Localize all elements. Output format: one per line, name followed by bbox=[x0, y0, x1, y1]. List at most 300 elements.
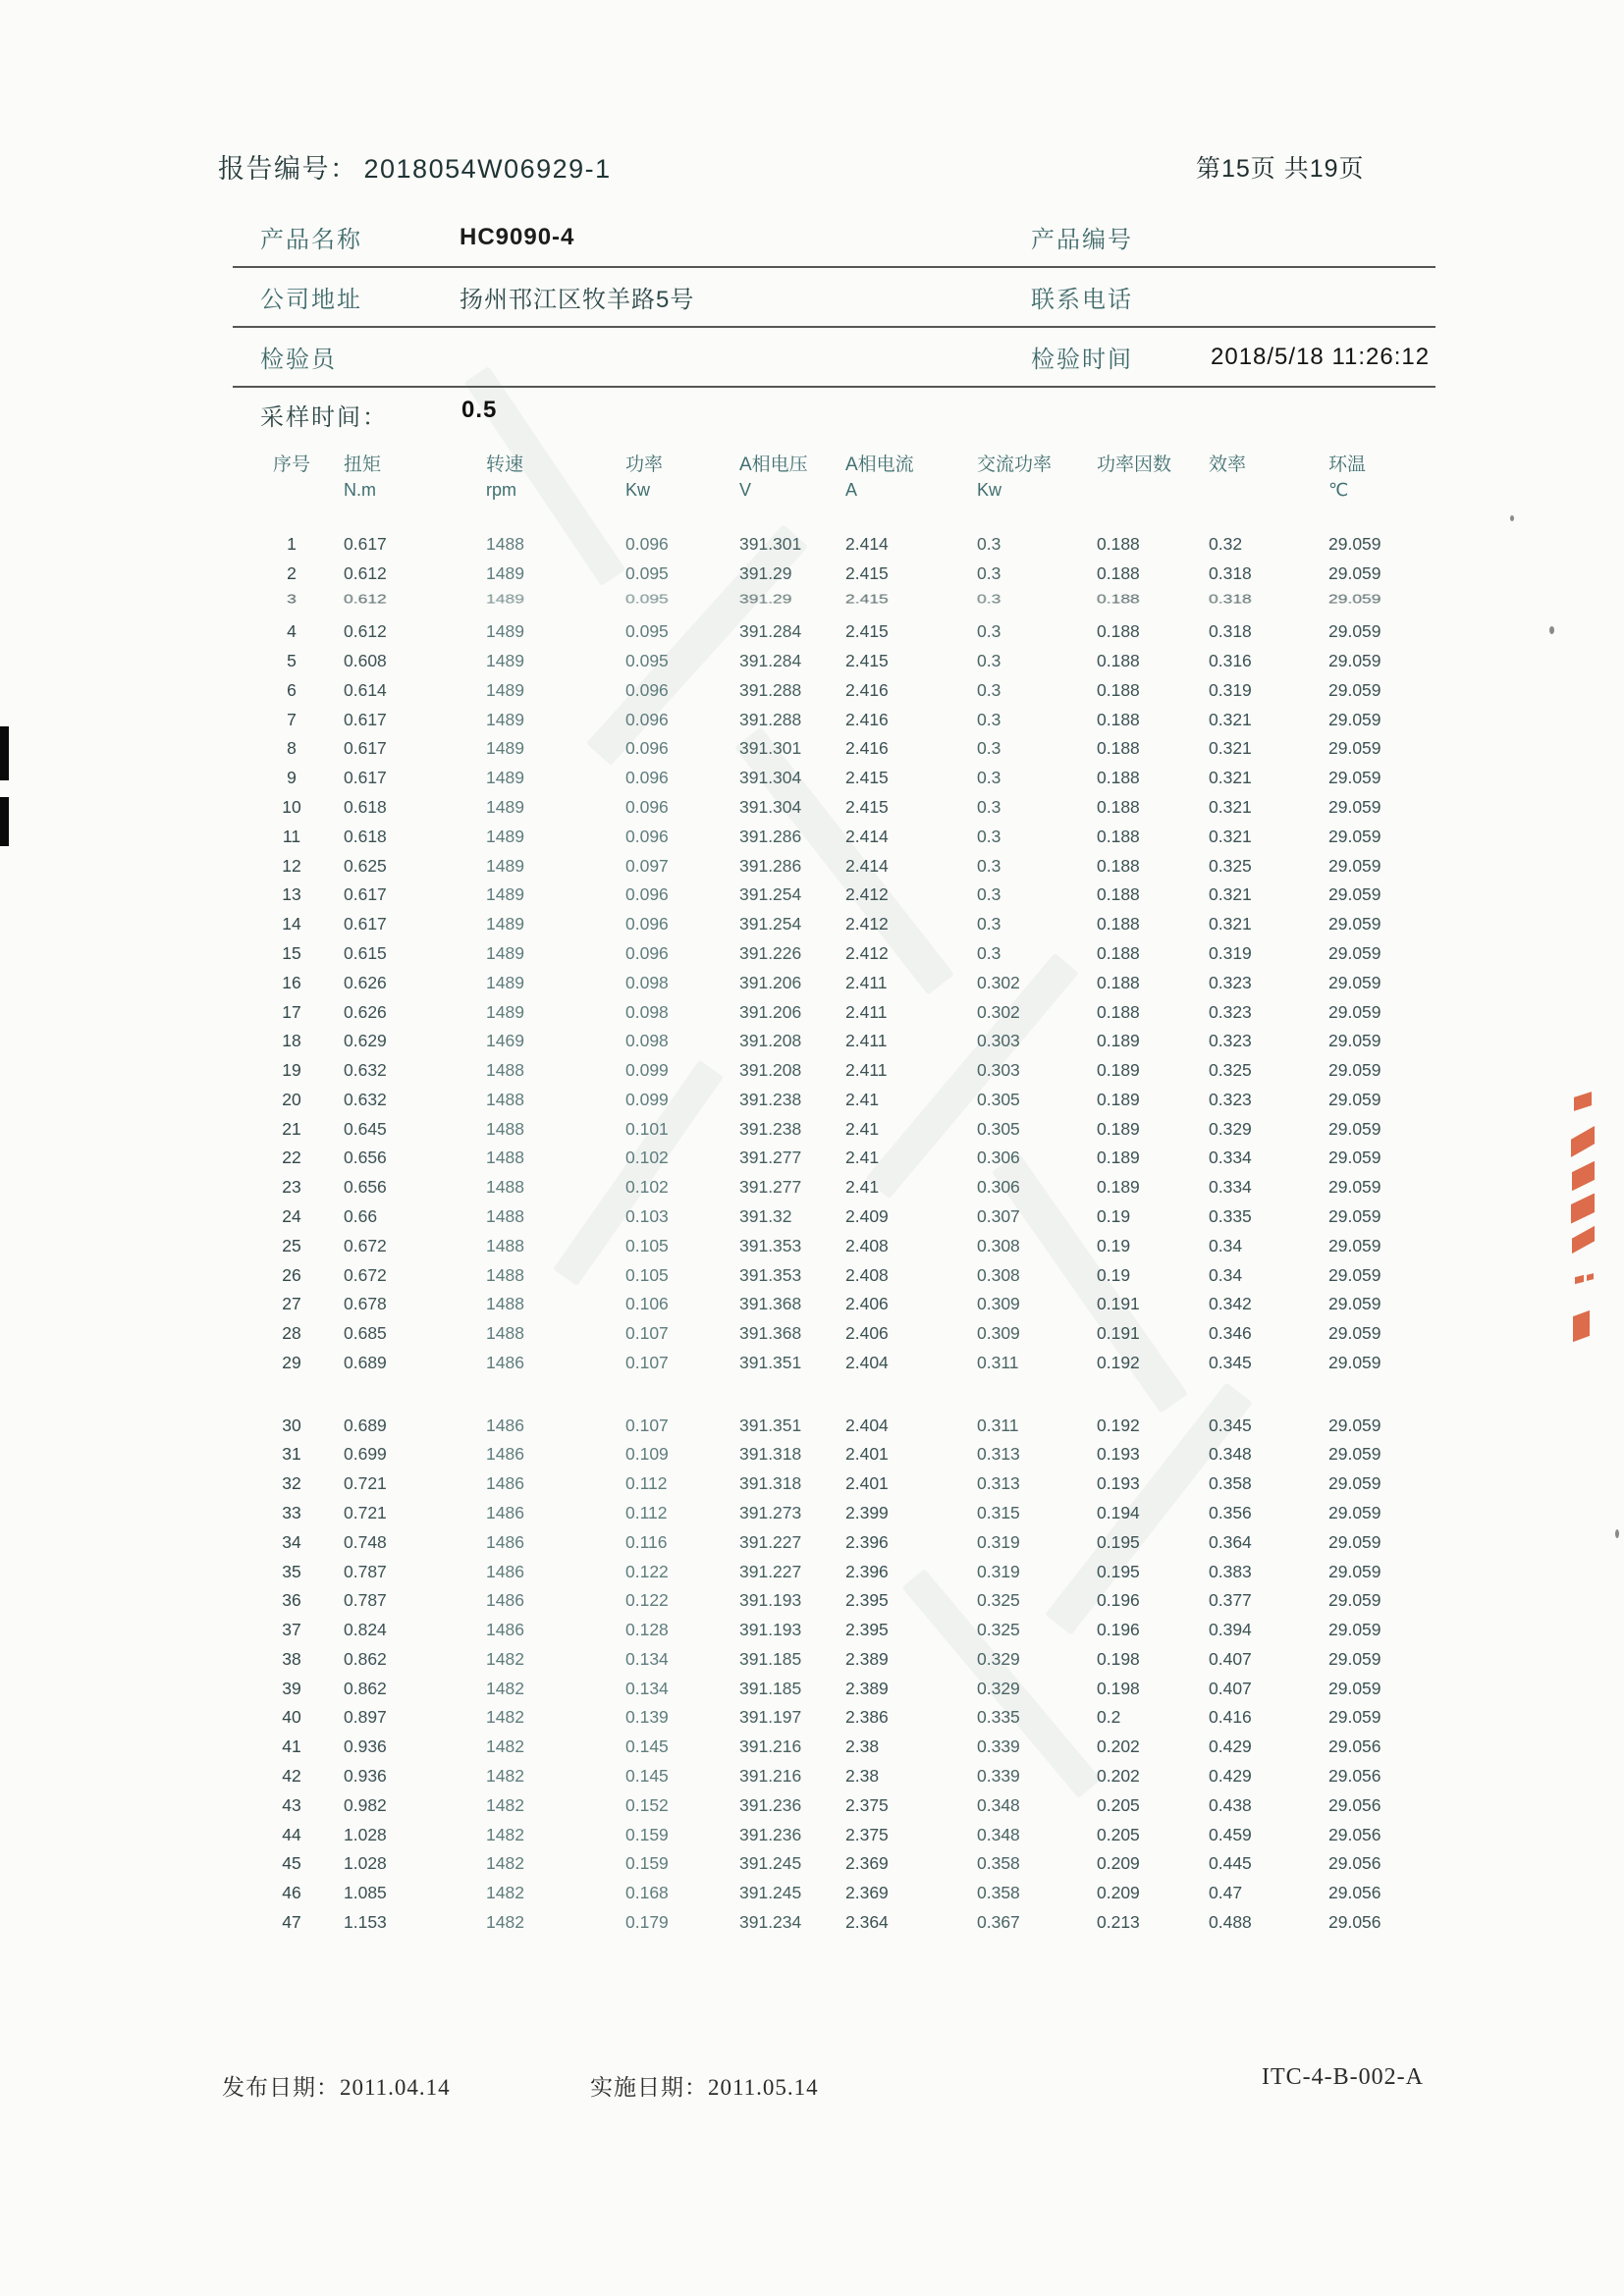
table-cell: 0.699 bbox=[344, 1444, 387, 1465]
table-cell: 0.685 bbox=[344, 1323, 387, 1344]
table-cell: 1482 bbox=[486, 1678, 524, 1698]
table-cell: 2.415 bbox=[845, 621, 889, 642]
table-cell: 0.189 bbox=[1097, 1089, 1140, 1109]
table-cell: 0.3 bbox=[977, 679, 1001, 700]
table-cell: 0.145 bbox=[625, 1736, 669, 1757]
table-cell: 0.189 bbox=[1097, 1118, 1140, 1139]
contact-phone-label: 联系电话 bbox=[1031, 287, 1133, 313]
table-row bbox=[257, 676, 1438, 706]
product-info-table bbox=[233, 208, 1435, 388]
table-cell: 2.404 bbox=[845, 1415, 889, 1435]
table-cell: 42 bbox=[282, 1766, 301, 1787]
table-cell: 0.323 bbox=[1209, 1001, 1252, 1022]
table-cell: 29.059 bbox=[1328, 914, 1381, 934]
table-cell: 29.059 bbox=[1328, 1503, 1381, 1522]
release-date-value: 2011.04.14 bbox=[340, 2075, 451, 2100]
table-cell: 2.395 bbox=[845, 1620, 889, 1640]
table-cell: 1488 bbox=[486, 1177, 524, 1198]
table-cell: 0.195 bbox=[1097, 1561, 1140, 1581]
table-cell: 0.188 bbox=[1097, 942, 1140, 963]
table-cell: 391.286 bbox=[739, 826, 802, 846]
table-cell: 0.188 bbox=[1097, 797, 1140, 818]
table-cell: 0.188 bbox=[1097, 591, 1140, 606]
table-cell: 1482 bbox=[486, 1736, 524, 1757]
table-cell: 26 bbox=[282, 1264, 301, 1285]
table-cell: 18 bbox=[282, 1031, 301, 1051]
table-cell: 391.353 bbox=[739, 1264, 802, 1285]
table-cell: 29.059 bbox=[1328, 534, 1381, 554]
inspector-label: 检验员 bbox=[260, 347, 337, 373]
table-cell: 2.412 bbox=[845, 884, 889, 905]
table-cell: 0.188 bbox=[1097, 679, 1140, 700]
table-cell: 0.936 bbox=[344, 1736, 387, 1757]
table-cell: 0.188 bbox=[1097, 768, 1140, 788]
table-cell: 1486 bbox=[486, 1473, 524, 1494]
table-cell: 0.109 bbox=[625, 1444, 669, 1465]
table-cell: 29.059 bbox=[1328, 1118, 1381, 1139]
table-cell: 0.168 bbox=[625, 1883, 669, 1903]
table-cell: 2 bbox=[287, 562, 297, 583]
table-cell: 0.689 bbox=[344, 1415, 387, 1435]
table-cell: 0.152 bbox=[625, 1794, 669, 1815]
table-cell: 1489 bbox=[486, 562, 524, 583]
document-code: ITC-4-B-002-A bbox=[1262, 2064, 1424, 2090]
table-cell: 0.632 bbox=[344, 1060, 387, 1081]
table-cell: 29.059 bbox=[1328, 1031, 1381, 1051]
table-cell: 0.334 bbox=[1209, 1148, 1252, 1168]
table-cell: 0.195 bbox=[1097, 1531, 1140, 1552]
table-cell: 0.608 bbox=[344, 651, 387, 671]
table-cell: 39 bbox=[282, 1678, 301, 1698]
table-cell: 0.407 bbox=[1209, 1678, 1252, 1698]
table-cell: 4 bbox=[287, 621, 297, 642]
table-row bbox=[257, 823, 1438, 852]
table-cell: 36 bbox=[282, 1590, 301, 1611]
table-cell: 29.059 bbox=[1328, 1060, 1381, 1081]
table-cell: 0.335 bbox=[977, 1707, 1020, 1728]
table-row bbox=[257, 1558, 1438, 1587]
table-cell: 29.059 bbox=[1328, 1648, 1381, 1669]
table-cell: 391.32 bbox=[739, 1205, 792, 1226]
table-cell: 5 bbox=[287, 651, 297, 671]
table-cell: 3 bbox=[287, 591, 297, 606]
table-cell: 0.645 bbox=[344, 1118, 387, 1139]
table-cell: 0.897 bbox=[344, 1707, 387, 1728]
table-cell: 1489 bbox=[486, 855, 524, 876]
table-cell: 0.188 bbox=[1097, 855, 1140, 876]
table-cell: 391.236 bbox=[739, 1824, 802, 1844]
table-cell: 0.116 bbox=[625, 1531, 668, 1552]
table-cell: 0.339 bbox=[977, 1766, 1020, 1787]
table-cell: 0.308 bbox=[977, 1264, 1020, 1285]
table-cell: 391.193 bbox=[739, 1590, 802, 1611]
table-cell: 0.346 bbox=[1209, 1323, 1252, 1344]
table-cell: 0.096 bbox=[625, 884, 669, 905]
table-cell: 29.059 bbox=[1328, 1352, 1381, 1372]
table-cell: 1482 bbox=[486, 1911, 524, 1932]
table-cell: 0.191 bbox=[1097, 1323, 1140, 1344]
table-cell: 2.395 bbox=[845, 1590, 889, 1611]
table-row bbox=[257, 1115, 1438, 1145]
report-number bbox=[218, 147, 612, 186]
table-cell: 0.672 bbox=[344, 1235, 387, 1255]
table-cell: 19 bbox=[282, 1060, 301, 1081]
table-cell: 0.339 bbox=[977, 1736, 1020, 1757]
table-cell: 391.277 bbox=[739, 1177, 802, 1198]
table-cell: 2.415 bbox=[845, 562, 889, 583]
table-cell: 0.3 bbox=[977, 534, 1001, 554]
column-header: A相电压 bbox=[739, 454, 808, 475]
column-unit: N.m bbox=[344, 480, 376, 500]
table-cell: 391.206 bbox=[739, 1001, 802, 1022]
table-cell: 2.399 bbox=[845, 1503, 889, 1522]
table-cell: 0.202 bbox=[1097, 1766, 1140, 1787]
table-cell: 391.353 bbox=[739, 1235, 802, 1255]
table-cell: 0.618 bbox=[344, 797, 387, 818]
table-cell: 391.208 bbox=[739, 1060, 802, 1081]
table-cell: 29 bbox=[282, 1352, 301, 1372]
table-cell: 0.095 bbox=[625, 591, 669, 606]
table-cell: 0.107 bbox=[625, 1415, 669, 1435]
table-cell: 0.313 bbox=[977, 1444, 1020, 1465]
table-cell: 0.982 bbox=[344, 1794, 387, 1815]
table-cell: 2.415 bbox=[845, 651, 889, 671]
table-cell: 1482 bbox=[486, 1853, 524, 1874]
table-cell: 29.059 bbox=[1328, 1323, 1381, 1344]
table-header-units bbox=[257, 480, 1438, 501]
table-cell: 0.936 bbox=[344, 1766, 387, 1787]
table-row bbox=[257, 1703, 1438, 1733]
table-cell: 1488 bbox=[486, 1118, 524, 1139]
table-row bbox=[257, 1528, 1438, 1558]
table-cell: 29.059 bbox=[1328, 621, 1381, 642]
table-cell: 0.429 bbox=[1209, 1736, 1252, 1757]
table-cell: 12 bbox=[282, 855, 301, 876]
table-cell: 0.319 bbox=[977, 1531, 1020, 1552]
table-row bbox=[257, 1232, 1438, 1261]
table-row bbox=[257, 1086, 1438, 1115]
table-cell: 2.389 bbox=[845, 1648, 889, 1669]
table-cell: 29.059 bbox=[1328, 1264, 1381, 1285]
table-cell: 0.305 bbox=[977, 1118, 1020, 1139]
table-cell: 0.429 bbox=[1209, 1766, 1252, 1787]
table-cell: 391.351 bbox=[739, 1352, 802, 1372]
table-cell: 0.191 bbox=[1097, 1294, 1140, 1314]
table-cell: 29.056 bbox=[1328, 1766, 1381, 1787]
table-row bbox=[257, 969, 1438, 998]
table-cell: 1488 bbox=[486, 1294, 524, 1314]
table-row bbox=[257, 910, 1438, 939]
table-cell: 2.414 bbox=[845, 826, 889, 846]
table-cell: 1489 bbox=[486, 768, 524, 788]
table-cell: 2.386 bbox=[845, 1707, 889, 1728]
column-header: 转速 bbox=[486, 454, 524, 475]
column-header: 功率因数 bbox=[1097, 454, 1172, 475]
table-cell: 29.056 bbox=[1328, 1794, 1381, 1815]
table-cell: 1488 bbox=[486, 1235, 524, 1255]
table-cell: 1469 bbox=[486, 1031, 524, 1051]
table-cell: 29.059 bbox=[1328, 1531, 1381, 1552]
table-cell: 0.096 bbox=[625, 679, 669, 700]
table-cell: 0.105 bbox=[625, 1264, 669, 1285]
table-cell: 0.348 bbox=[977, 1824, 1020, 1844]
info-row-address bbox=[233, 268, 1435, 328]
table-row bbox=[257, 1586, 1438, 1616]
implementation-date bbox=[590, 2069, 819, 2102]
table-cell: 0.3 bbox=[977, 621, 1001, 642]
table-cell: 0.617 bbox=[344, 914, 387, 934]
table-cell: 0.309 bbox=[977, 1323, 1020, 1344]
table-cell: 29.059 bbox=[1328, 1294, 1381, 1314]
column-header: A相电流 bbox=[845, 454, 914, 475]
table-cell: 8 bbox=[287, 738, 297, 759]
implementation-date-value: 2011.05.14 bbox=[708, 2075, 819, 2100]
table-cell: 2.396 bbox=[845, 1531, 889, 1552]
table-cell: 0.367 bbox=[977, 1911, 1020, 1932]
table-cell: 0.358 bbox=[1209, 1473, 1252, 1494]
table-cell: 0.096 bbox=[625, 914, 669, 934]
table-cell: 1.028 bbox=[344, 1824, 387, 1844]
table-cell: 0.095 bbox=[625, 621, 669, 642]
table-cell: 0.319 bbox=[1209, 679, 1252, 700]
product-name-label: 产品名称 bbox=[260, 227, 362, 253]
table-cell: 43 bbox=[282, 1794, 301, 1815]
table-cell: 0.188 bbox=[1097, 709, 1140, 729]
product-name-value: HC9090-4 bbox=[460, 223, 575, 250]
table-cell: 1489 bbox=[486, 972, 524, 992]
table-cell: 391.318 bbox=[739, 1444, 802, 1465]
table-row bbox=[257, 1202, 1438, 1232]
column-unit bbox=[1191, 480, 1311, 501]
table-cell: 29.056 bbox=[1328, 1911, 1381, 1932]
table-cell: 0.625 bbox=[344, 855, 387, 876]
table-cell: 391.227 bbox=[739, 1561, 802, 1581]
table-cell: 1482 bbox=[486, 1648, 524, 1669]
table-cell: 1489 bbox=[486, 709, 524, 729]
column-header: 效率 bbox=[1209, 454, 1247, 475]
table-cell: 0.34 bbox=[1209, 1235, 1243, 1255]
table-cell: 0.617 bbox=[344, 709, 387, 729]
table-cell: 0.213 bbox=[1097, 1911, 1140, 1932]
column-header: 交流功率 bbox=[977, 454, 1053, 475]
table-cell: 2.364 bbox=[845, 1911, 889, 1932]
table-cell: 1.153 bbox=[344, 1911, 387, 1932]
table-row bbox=[257, 852, 1438, 881]
table-cell: 0.19 bbox=[1097, 1235, 1131, 1255]
table-cell: 2.375 bbox=[845, 1824, 889, 1844]
table-cell: 29.059 bbox=[1328, 1235, 1381, 1255]
table-cell: 2.411 bbox=[845, 1001, 888, 1022]
table-cell: 1489 bbox=[486, 942, 524, 963]
page-indicator: 第15页 共19页 bbox=[1196, 155, 1365, 183]
table-cell: 0.612 bbox=[344, 621, 387, 642]
table-row bbox=[257, 1908, 1438, 1938]
table-cell: 2.406 bbox=[845, 1323, 889, 1344]
table-cell: 1486 bbox=[486, 1352, 524, 1372]
sampling-time-value: 0.5 bbox=[461, 397, 498, 423]
table-cell: 1 bbox=[287, 534, 297, 554]
table-cell: 14 bbox=[282, 914, 301, 934]
table-cell: 1489 bbox=[486, 651, 524, 671]
table-row bbox=[257, 647, 1438, 676]
table-cell: 2.415 bbox=[845, 797, 889, 818]
table-cell: 1.085 bbox=[344, 1883, 387, 1903]
table-cell: 1486 bbox=[486, 1503, 524, 1522]
table-cell: 0.321 bbox=[1209, 884, 1252, 905]
table-cell: 391.216 bbox=[739, 1736, 802, 1757]
table-cell: 391.197 bbox=[739, 1707, 802, 1728]
table-cell: 0.3 bbox=[977, 709, 1001, 729]
table-cell: 0.612 bbox=[344, 591, 387, 606]
table-row bbox=[257, 1261, 1438, 1291]
table-cell: 391.227 bbox=[739, 1531, 802, 1552]
table-cell: 0.096 bbox=[625, 709, 669, 729]
table-cell: 1488 bbox=[486, 1148, 524, 1168]
table-cell: 0.196 bbox=[1097, 1590, 1140, 1611]
table-cell: 0.188 bbox=[1097, 972, 1140, 992]
table-cell: 0.309 bbox=[977, 1294, 1020, 1314]
table-cell: 1.028 bbox=[344, 1853, 387, 1874]
table-cell: 29.059 bbox=[1328, 1177, 1381, 1198]
table-cell: 29.059 bbox=[1328, 942, 1381, 963]
table-cell: 0.096 bbox=[625, 738, 669, 759]
table-cell: 391.301 bbox=[739, 738, 802, 759]
table-cell: 0.134 bbox=[625, 1648, 669, 1669]
table-row bbox=[257, 1173, 1438, 1202]
table-cell: 1486 bbox=[486, 1531, 524, 1552]
table-cell: 0.3 bbox=[977, 738, 1001, 759]
table-cell: 0.689 bbox=[344, 1352, 387, 1372]
table-cell: 1489 bbox=[486, 884, 524, 905]
table-row bbox=[257, 793, 1438, 823]
table-cell: 0.325 bbox=[1209, 1060, 1252, 1081]
table-row bbox=[257, 1440, 1438, 1469]
table-cell: 391.29 bbox=[739, 591, 792, 606]
table-cell: 0.3 bbox=[977, 797, 1001, 818]
table-cell: 2.408 bbox=[845, 1235, 889, 1255]
table-row bbox=[257, 1733, 1438, 1762]
table-cell: 0.721 bbox=[344, 1503, 387, 1522]
table-cell: 2.406 bbox=[845, 1294, 889, 1314]
table-cell: 1488 bbox=[486, 1060, 524, 1081]
table-cell: 2.369 bbox=[845, 1853, 889, 1874]
table-cell: 0.099 bbox=[625, 1089, 669, 1109]
table-row bbox=[257, 939, 1438, 969]
column-unit: ℃ bbox=[1328, 480, 1349, 500]
column-unit bbox=[257, 480, 326, 501]
table-cell: 0.617 bbox=[344, 768, 387, 788]
table-cell: 0.205 bbox=[1097, 1824, 1140, 1844]
table-cell: 29.059 bbox=[1328, 768, 1381, 788]
table-cell: 0.102 bbox=[625, 1177, 669, 1198]
table-cell: 1488 bbox=[486, 534, 524, 554]
table-row bbox=[257, 998, 1438, 1028]
table-cell: 0.198 bbox=[1097, 1678, 1140, 1698]
table-cell: 0.198 bbox=[1097, 1648, 1140, 1669]
table-cell: 0.097 bbox=[625, 855, 669, 876]
table-row bbox=[257, 560, 1438, 589]
table-cell: 1486 bbox=[486, 1415, 524, 1435]
table-cell: 21 bbox=[282, 1118, 301, 1139]
table-cell: 45 bbox=[282, 1853, 301, 1874]
table-cell: 0.306 bbox=[977, 1148, 1020, 1168]
table-cell: 1488 bbox=[486, 1323, 524, 1344]
table-cell: 11 bbox=[282, 826, 301, 846]
table-row bbox=[257, 1645, 1438, 1675]
table-cell: 0.488 bbox=[1209, 1911, 1252, 1932]
scan-speck bbox=[1549, 626, 1554, 634]
table-cell: 37 bbox=[282, 1620, 301, 1640]
scan-speck bbox=[1510, 515, 1514, 521]
table-cell: 35 bbox=[282, 1561, 301, 1581]
table-cell: 1489 bbox=[486, 797, 524, 818]
table-cell: 0.098 bbox=[625, 972, 669, 992]
table-cell: 0.193 bbox=[1097, 1473, 1140, 1494]
table-row bbox=[257, 1821, 1438, 1850]
table-cell: 0.106 bbox=[625, 1294, 669, 1314]
table-cell: 2.41 bbox=[845, 1148, 880, 1168]
table-cell: 46 bbox=[282, 1883, 301, 1903]
table-cell: 0.307 bbox=[977, 1205, 1020, 1226]
table-cell: 391.29 bbox=[739, 562, 792, 583]
column-header: 序号 bbox=[272, 454, 310, 475]
table-cell: 29.059 bbox=[1328, 972, 1381, 992]
table-cell: 0.319 bbox=[977, 1561, 1020, 1581]
table-cell: 0.459 bbox=[1209, 1824, 1252, 1844]
table-row bbox=[257, 1027, 1438, 1056]
table-cell: 2.414 bbox=[845, 534, 889, 554]
table-cell: 0.159 bbox=[625, 1853, 669, 1874]
table-cell: 2.414 bbox=[845, 855, 889, 876]
table-cell: 391.208 bbox=[739, 1031, 802, 1051]
table-row bbox=[257, 1349, 1438, 1378]
table-cell: 1488 bbox=[486, 1205, 524, 1226]
table-cell: 391.286 bbox=[739, 855, 802, 876]
table-cell: 0.303 bbox=[977, 1060, 1020, 1081]
table-row bbox=[257, 1144, 1438, 1173]
table-cell: 2.369 bbox=[845, 1883, 889, 1903]
table-cell: 13 bbox=[282, 884, 301, 905]
table-cell: 0.416 bbox=[1209, 1707, 1252, 1728]
table-cell: 0.626 bbox=[344, 1001, 387, 1022]
table-cell: 0.47 bbox=[1209, 1883, 1243, 1903]
table-cell: 0.334 bbox=[1209, 1177, 1252, 1198]
table-cell: 29.059 bbox=[1328, 1678, 1381, 1698]
table-cell: 1488 bbox=[486, 1089, 524, 1109]
table-cell: 2.41 bbox=[845, 1118, 880, 1139]
table-cell: 0.617 bbox=[344, 534, 387, 554]
table-cell: 10 bbox=[282, 797, 301, 818]
table-row bbox=[257, 1849, 1438, 1879]
table-cell: 0.095 bbox=[625, 651, 669, 671]
table-cell: 0.196 bbox=[1097, 1620, 1140, 1640]
table-cell: 0.139 bbox=[625, 1707, 669, 1728]
table-row bbox=[257, 589, 1438, 610]
table-cell: 0.656 bbox=[344, 1177, 387, 1198]
table-cell: 0.3 bbox=[977, 651, 1001, 671]
company-address-label: 公司地址 bbox=[260, 287, 362, 313]
table-row bbox=[257, 1412, 1438, 1441]
table-cell: 2.412 bbox=[845, 942, 889, 963]
table-cell: 2.38 bbox=[845, 1766, 880, 1787]
table-row bbox=[257, 1319, 1438, 1349]
table-cell: 29.059 bbox=[1328, 738, 1381, 759]
table-cell: 2.412 bbox=[845, 914, 889, 934]
table-cell: 0.134 bbox=[625, 1678, 669, 1698]
table-cell: 0.656 bbox=[344, 1148, 387, 1168]
table-cell: 0.358 bbox=[977, 1853, 1020, 1874]
table-cell: 0.194 bbox=[1097, 1503, 1140, 1522]
